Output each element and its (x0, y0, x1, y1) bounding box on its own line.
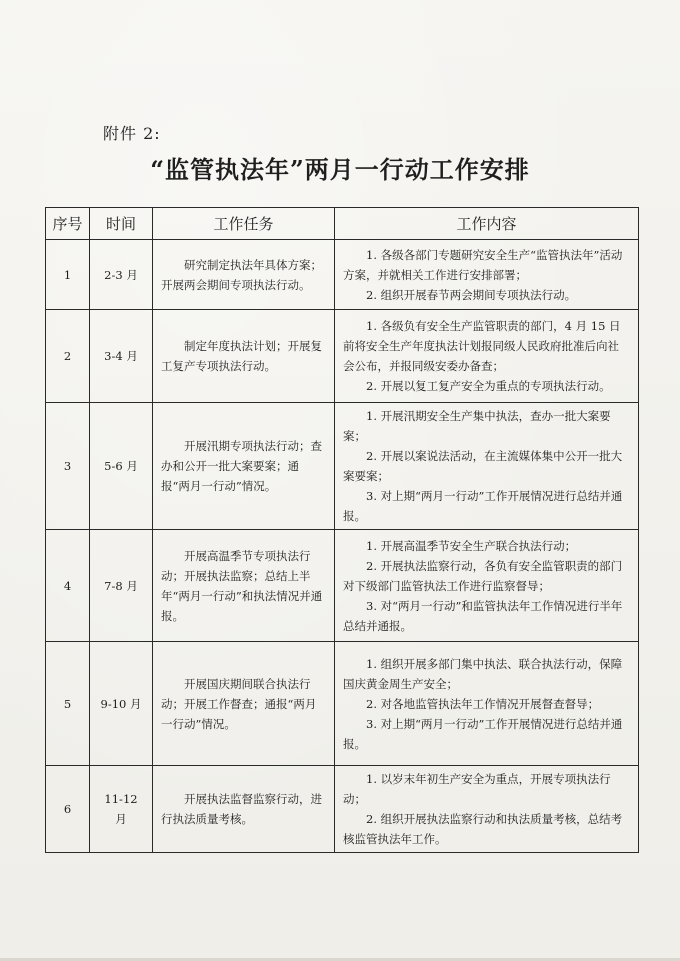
row-content (335, 766, 639, 853)
row-time: 2-3 月 (90, 240, 153, 310)
content-item: 2. 开展执法监察行动，各负有安全监管职责的部门对下级部门监管执法工作进行监察督导； (343, 558, 623, 593)
content-item: 2. 开展以复工复产安全为重点的专项执法行动。 (366, 379, 611, 393)
row-content (335, 403, 639, 530)
row-task: 研究制定执法年具体方案；开展两会期间专项执法行动。 (153, 240, 335, 310)
content-item: 1. 开展汛期安全生产集中执法，查办一批大案要案； (343, 409, 611, 443)
content-item: 2. 组织开展春节两会期间专项执法行动。 (366, 287, 577, 302)
table-row (46, 530, 639, 642)
table-header-row (46, 208, 639, 240)
header-index: 序号 (46, 208, 90, 240)
row-content (335, 530, 639, 642)
row-content (335, 310, 639, 403)
header-time: 时间 (90, 208, 153, 240)
row-content (335, 642, 639, 766)
table-row (46, 310, 639, 403)
row-time: 7-8 月 (90, 530, 153, 642)
content-item: 1. 各级各部门专题研究安全生产“监管执法年”活动方案，并就相关工作进行安排部署； (343, 247, 623, 282)
table-row (46, 403, 639, 530)
row-task: 开展汛期专项执法行动；查办和公开一批大案要案；通报“两月一行动”情况。 (153, 403, 335, 530)
content-item: 3. 对“两月一行动”和监管执法年工作情况进行半年总结并通报。 (343, 598, 623, 633)
row-index: 2 (46, 310, 90, 403)
content-item: 1. 各级负有安全生产监管职责的部门，4 月 15 日前将安全生产年度执法计划报同级人民政府批准后向社会公布，并报同级安委办备查； (343, 319, 621, 373)
table-row (46, 240, 639, 310)
work-schedule-table (45, 207, 639, 853)
table-row (46, 766, 639, 853)
row-content (335, 240, 639, 310)
row-time: 11-12 月 (90, 766, 153, 853)
content-item: 3. 对上期“两月一行动”工作开展情况进行总结并通报。 (343, 489, 623, 523)
row-index: 1 (46, 240, 90, 310)
row-index: 5 (46, 642, 90, 766)
table-row (46, 642, 639, 766)
row-task: 开展国庆期间联合执法行动；开展工作督查；通报“两月一行动”情况。 (153, 642, 335, 766)
row-time: 9-10 月 (90, 642, 153, 766)
content-item: 2. 组织开展执法监察行动和执法质量考核，总结考核监管执法年工作。 (343, 812, 623, 846)
row-task: 开展高温季节专项执法行动；开展执法监察；总结上半年“两月一行动”和执法情况并通报。 (153, 530, 335, 642)
document-title: “监管执法年”两月一行动工作安排 (150, 155, 530, 184)
row-index: 4 (46, 530, 90, 642)
row-index: 3 (46, 403, 90, 530)
content-item: 1. 以岁末年初生产安全为重点，开展专项执法行动； (343, 772, 611, 806)
row-task: 制定年度执法计划；开展复工复产专项执法行动。 (153, 310, 335, 403)
header-content: 工作内容 (335, 208, 639, 240)
content-item: 2. 开展以案说法活动，在主流媒体集中公开一批大案要案； (343, 449, 623, 483)
row-time: 3-4 月 (90, 310, 153, 403)
content-item: 1. 开展高温季节安全生产联合执法行动； (366, 538, 577, 553)
header-task: 工作任务 (153, 208, 335, 240)
content-item: 2. 对各地监管执法年工作情况开展督查督导； (366, 696, 600, 711)
content-item: 1. 组织开展多部门集中执法、联合执法行动，保障国庆黄金周生产安全； (343, 656, 623, 691)
row-task: 开展执法监督监察行动，进行执法质量考核。 (153, 766, 335, 853)
row-index: 6 (46, 766, 90, 853)
row-time: 5-6 月 (90, 403, 153, 530)
attachment-label: 附件 2: (103, 124, 161, 143)
content-item: 3. 对上期“两月一行动”工作开展情况进行总结并通报。 (343, 716, 623, 751)
